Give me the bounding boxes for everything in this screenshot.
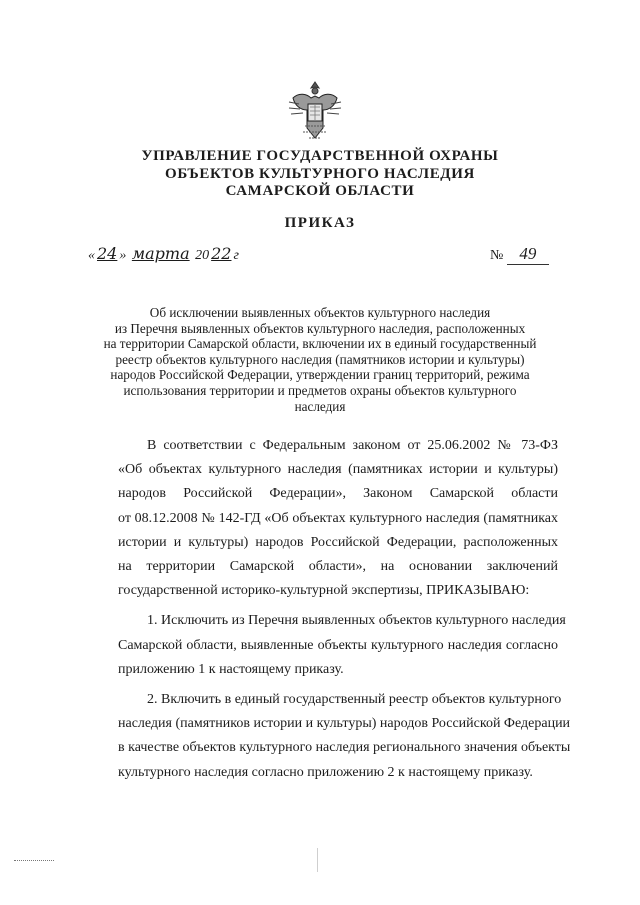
- margin-mark: [14, 860, 54, 861]
- preamble-line: «Об объектах культурного наследия (памятниках истории и культуры): [118, 462, 558, 478]
- date-year-mark: г: [233, 248, 239, 263]
- date-close-quote: »: [119, 248, 127, 263]
- subject-line: реестр объектов культурного наследия (памятников истории и культуры): [115, 351, 525, 367]
- subject-line: использования территории и предметов охраны объектов культурного: [123, 382, 517, 398]
- item-2-line: в качестве объектов культурного наследия регионального значения объекты: [118, 740, 571, 756]
- agency-line: САМАРСКОЙ ОБЛАСТИ: [225, 183, 415, 199]
- number-label: №: [490, 248, 504, 263]
- date-month: марта: [131, 244, 190, 263]
- date-day: 24: [97, 244, 118, 263]
- subject-line: народов Российской Федерации, утверждении границ территорий, режима: [110, 367, 530, 383]
- item-1-line: приложению 1 к настоящему приказу.: [118, 661, 344, 677]
- preamble-line: государственной историко-культурной экспертизы, ПРИКАЗЫВАЮ:: [118, 583, 530, 599]
- date-open-quote: «: [88, 248, 95, 263]
- item-2-line: наследия (памятников истории и культуры) народов Российской Федерации: [118, 716, 571, 732]
- coat-of-arms-icon: [285, 80, 345, 144]
- agency-name: [0, 148, 640, 201]
- date-year-prefix: 20: [195, 248, 210, 263]
- order-number: [490, 244, 549, 265]
- order-subject: [100, 305, 540, 414]
- subject-line: Об исключении выявленных объектов культурного наследия: [149, 305, 491, 320]
- item-1-line: Самарской области, выявленные объекты культурного наследия согласно: [118, 637, 558, 653]
- subject-line: на территории Самарской области, включении их в единый государственный: [103, 336, 537, 352]
- preamble-line: от 08.12.2008 № 142-ГД «Об объектах культурного наследия (памятниках: [118, 510, 558, 526]
- item-1-line: 1. Исключить из Перечня выявленных объектов культурного наследия: [147, 613, 566, 629]
- preamble-line: народов Российской Федерации», Законом Самарской области: [118, 486, 558, 502]
- preamble-line: В соответствии с Федеральным законом от 25.06.2002 № 73-ФЗ: [147, 438, 558, 453]
- agency-line: ОБЪЕКТОВ КУЛЬТУРНОГО НАСЛЕДИЯ: [165, 165, 475, 182]
- preamble-line: на территории Самарской области», на основании заключений: [118, 559, 558, 575]
- date-year-suffix: 22: [211, 244, 232, 263]
- document-type-title: ПРИКАЗ: [284, 215, 356, 231]
- subject-line: из Перечня выявленных объектов культурного наследия, расположенных: [114, 320, 526, 336]
- number-value: 49: [507, 244, 549, 265]
- item-2-line: 2. Включить в единый государственный реестр объектов культурного: [147, 692, 562, 708]
- subject-line: наследия: [294, 398, 346, 414]
- scan-artifact: [317, 848, 318, 872]
- item-2-line: культурного наследия согласно приложению 2 к настоящему приказу.: [118, 764, 533, 780]
- order-body: [118, 434, 571, 785]
- preamble-line: истории и культуры) народов Российской Федерации, расположенных: [118, 534, 558, 550]
- order-date: [88, 244, 239, 264]
- agency-line: УПРАВЛЕНИЕ ГОСУДАРСТВЕННОЙ ОХРАНЫ: [141, 148, 499, 164]
